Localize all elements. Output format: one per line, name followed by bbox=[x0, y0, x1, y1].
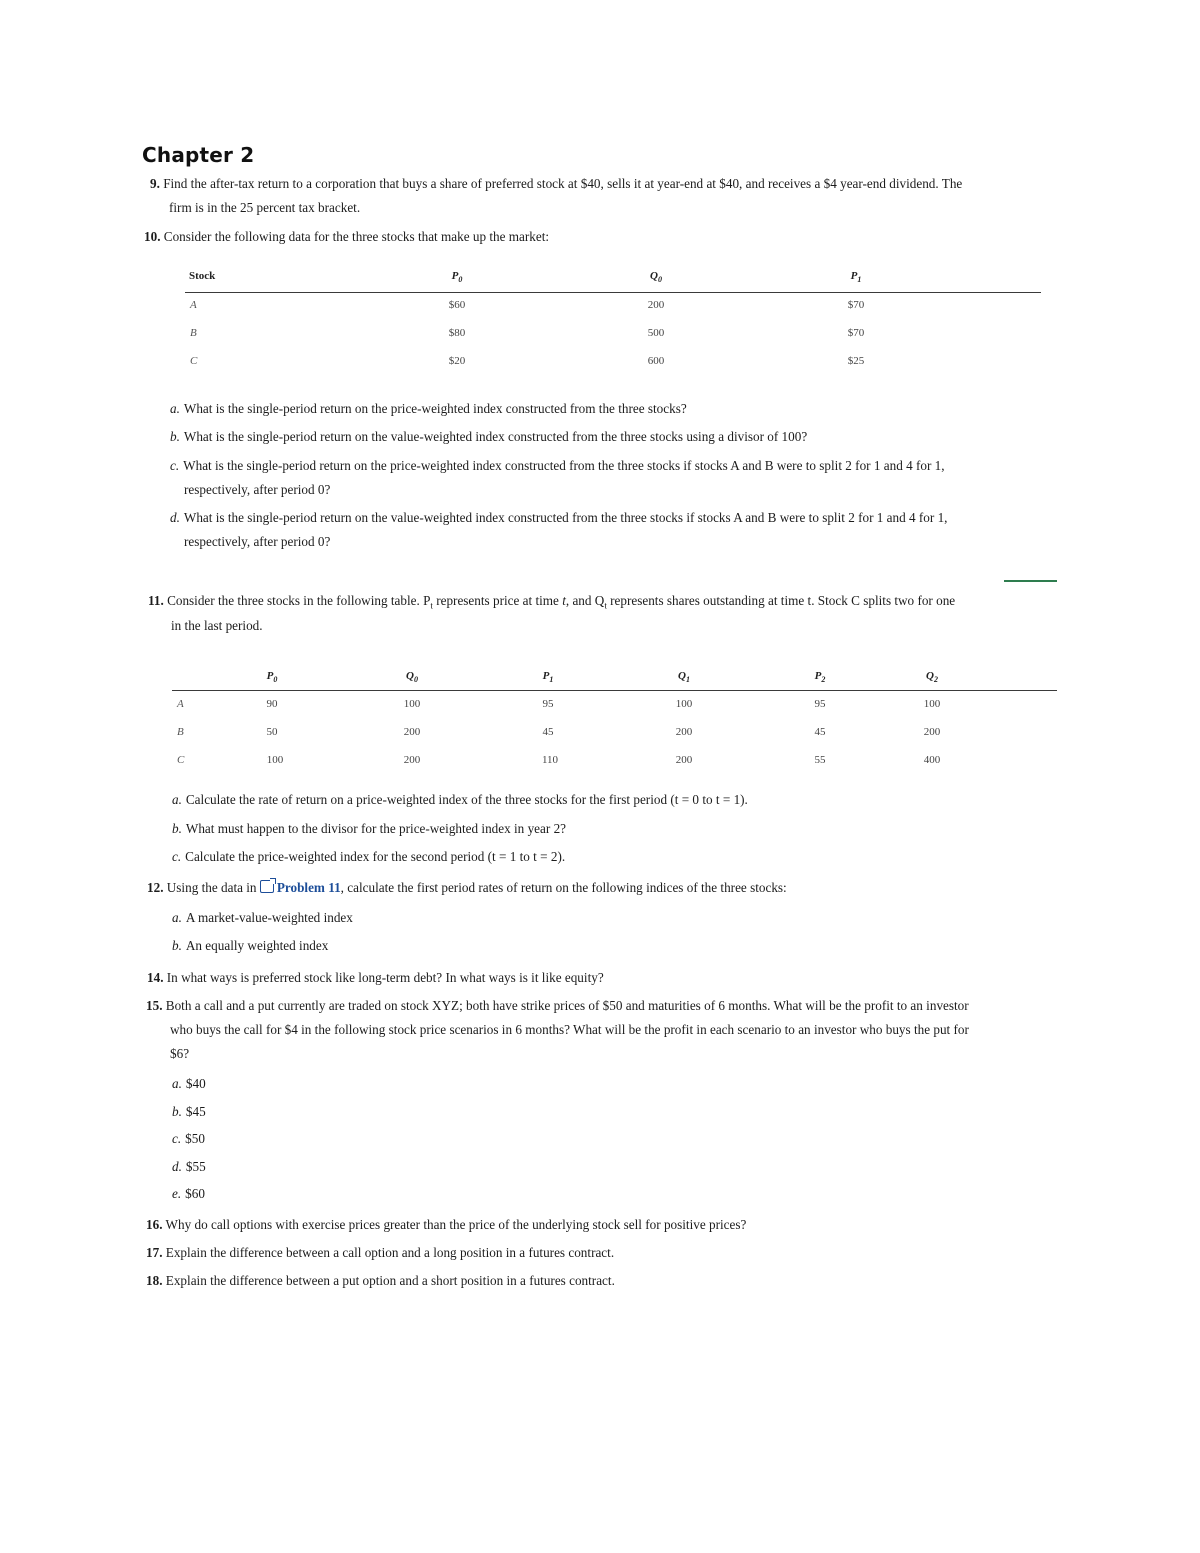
table-cell: $70 bbox=[847, 299, 865, 311]
table-cell: 100 bbox=[403, 698, 421, 710]
table-cell: 600 bbox=[647, 355, 665, 367]
table-cell: 200 bbox=[675, 754, 693, 766]
question-10-part-c-continued: respectively, after period 0? bbox=[184, 482, 331, 497]
question-15-continued: who buys the call for $4 in the following stock price scenarios in 6 months? What will be the profit in each scenario to an investor who buys the put for bbox=[170, 1022, 969, 1037]
table-header-rule bbox=[185, 292, 1041, 293]
table-cell: A bbox=[177, 698, 184, 710]
table-cell: B bbox=[190, 327, 197, 339]
table-header-p2: $P_2$ bbox=[814, 670, 826, 685]
problem-11-link[interactable]: Problem 11 bbox=[260, 880, 341, 895]
question-9 bbox=[150, 176, 962, 192]
question-number: 18. bbox=[146, 1273, 163, 1288]
table-cell: 200 bbox=[923, 726, 941, 738]
table-cell: 95 bbox=[814, 698, 826, 710]
question-11-part-a: a. Calculate the rate of return on a price-weighted index of the three stocks for the first period (t = 0 to t = 1). bbox=[172, 792, 748, 807]
table-header-stock: Stock bbox=[189, 270, 216, 282]
question-10-part-b: b. What is the single-period return on the value-weighted index constructed from the three stocks using a divisor of 100? bbox=[170, 429, 808, 444]
question-text: Find the after-tax return to a corporation that buys a share of preferred stock at $40, sells it at year-end at $40, and receives a $4 year-end dividend. The bbox=[163, 176, 963, 191]
table-cell: 200 bbox=[403, 754, 421, 766]
table-cell: 100 bbox=[923, 698, 941, 710]
table-header-p0: $P_0$ bbox=[266, 670, 278, 685]
question-15-continued: $6? bbox=[170, 1046, 190, 1061]
question-15-part-e: e. $60 bbox=[172, 1186, 205, 1201]
question-number: 12. bbox=[147, 880, 164, 895]
table-cell: 110 bbox=[541, 754, 559, 766]
question-number: 16. bbox=[146, 1217, 163, 1232]
question-12-part-a: a. A market-value-weighted index bbox=[172, 910, 353, 925]
question-14: 14. In what ways is preferred stock like long-term debt? In what ways is it like equity? bbox=[147, 970, 604, 985]
table-header-p1: $P_1$ bbox=[542, 670, 554, 685]
table-cell: A bbox=[190, 299, 197, 311]
question-15-part-a: a. $40 bbox=[172, 1076, 206, 1091]
external-link-icon bbox=[260, 880, 274, 893]
question-15-part-c: c. $50 bbox=[172, 1131, 205, 1146]
question-number: 14. bbox=[147, 970, 164, 985]
table-cell: $20 bbox=[448, 355, 466, 367]
question-10-part-c: c. What is the single-period return on the price-weighted index constructed from the three stocks if stocks A and B were to split 2 for 1 and 4 for 1, bbox=[170, 458, 945, 473]
table-header-p0: $P_0$ bbox=[451, 270, 463, 285]
question-10 bbox=[144, 229, 549, 245]
question-10-part-d: d. What is the single-period return on the value-weighted index constructed from the three stocks if stocks A and B were to split 2 for 1 and 4 for 1, bbox=[170, 510, 948, 525]
table-cell: 500 bbox=[647, 327, 665, 339]
table-cell: 200 bbox=[675, 726, 693, 738]
table-cell: C bbox=[177, 754, 185, 766]
question-16: 16. Why do call options with exercise prices greater than the price of the underlying stock sell for positive prices? bbox=[146, 1217, 747, 1232]
table-cell: 90 bbox=[266, 698, 278, 710]
question-number: 11. bbox=[148, 593, 164, 608]
table-cell: $70 bbox=[847, 327, 865, 339]
question-11-continued: in the last period. bbox=[171, 618, 263, 633]
table-cell: 45 bbox=[542, 726, 554, 738]
table-cell: 45 bbox=[814, 726, 826, 738]
table-cell: 55 bbox=[814, 754, 826, 766]
table-header-rule bbox=[172, 690, 1057, 691]
table-cell: 200 bbox=[647, 299, 665, 311]
table-cell: $80 bbox=[448, 327, 466, 339]
question-17: 17. Explain the difference between a call option and a long position in a futures contract. bbox=[146, 1245, 615, 1260]
table-cell: 100 bbox=[675, 698, 693, 710]
chapter-title: Chapter 2 bbox=[142, 143, 255, 167]
question-11-part-b: b. What must happen to the divisor for the price-weighted index in year 2? bbox=[172, 821, 567, 836]
table-cell: $60 bbox=[448, 299, 466, 311]
question-number: 17. bbox=[146, 1245, 163, 1260]
question-10-part-a: a. What is the single-period return on the price-weighted index constructed from the three stocks? bbox=[170, 401, 687, 416]
question-number: 15. bbox=[146, 998, 163, 1013]
table-cell: C bbox=[190, 355, 198, 367]
table-header-p1: $P_1$ bbox=[850, 270, 862, 285]
question-11: 11. Consider the three stocks in the following table. $P_t$ represents price at time t, and $Q_t$ represents shares outstanding at time t. Stock C splits two for one bbox=[148, 593, 956, 611]
table-header-q1: $Q_1$ bbox=[678, 670, 690, 685]
question-18: 18. Explain the difference between a put option and a short position in a futures contract. bbox=[146, 1273, 615, 1288]
table-header-q0: $Q_0$ bbox=[650, 270, 662, 285]
question-12: 12. Using the data in Problem 11, calculate the first period rates of return on the following indices of the three stocks: bbox=[147, 880, 787, 895]
table-cell: 100 bbox=[266, 754, 284, 766]
question-15: 15. Both a call and a put currently are traded on stock XYZ; both have strike prices of $50 and maturities of 6 months. What will be the profit to an investor bbox=[146, 998, 969, 1013]
table-header-q0: $Q_0$ bbox=[406, 670, 418, 685]
question-number: 10. bbox=[144, 229, 161, 244]
question-9-continued: firm is in the 25 percent tax bracket. bbox=[169, 200, 361, 215]
divider bbox=[1004, 580, 1057, 582]
table-cell: 400 bbox=[923, 754, 941, 766]
table-cell: B bbox=[177, 726, 184, 738]
table-header-q2: $Q_2$ bbox=[926, 670, 938, 685]
question-15-part-b: b. $45 bbox=[172, 1104, 206, 1119]
question-number: 9. bbox=[150, 176, 160, 191]
question-11-part-c: c. Calculate the price-weighted index for the second period (t = 1 to t = 2). bbox=[172, 849, 566, 864]
question-text: Consider the following data for the three stocks that make up the market: bbox=[163, 229, 550, 244]
table-cell: 95 bbox=[542, 698, 554, 710]
question-12-part-b: b. An equally weighted index bbox=[172, 938, 329, 953]
table-cell: 50 bbox=[266, 726, 278, 738]
table-cell: $25 bbox=[847, 355, 865, 367]
table-cell: 200 bbox=[403, 726, 421, 738]
question-10-part-d-continued: respectively, after period 0? bbox=[184, 534, 331, 549]
question-15-part-d: d. $55 bbox=[172, 1159, 206, 1174]
